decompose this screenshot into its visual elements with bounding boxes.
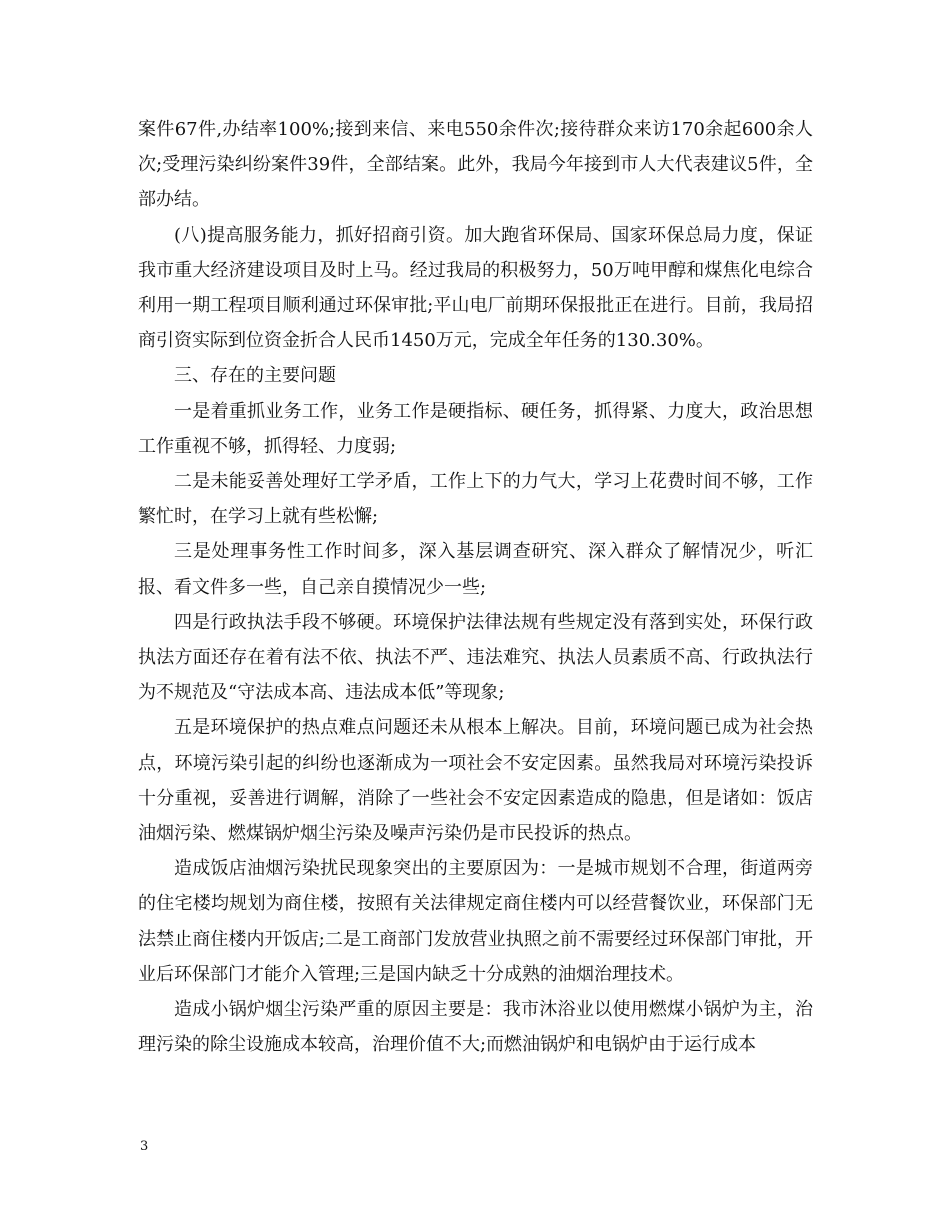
section-heading-main-problems: 三、存在的主要问题 [174,365,336,387]
paragraph-problem-three: 三是处理事务性工作时间多，深入基层调查研究、深入群众了解情况少，听汇报、看文件多一些，自己亲自摸情况少一些; [138,541,813,598]
paragraph-restaurant-smoke-causes: 造成饭店油烟污染扰民现象突出的主要原因为：一是城市规划不合理，街道两旁的住宅楼均规划为商住楼，按照有关法律规定商住楼内可以经营餐饮业，环保部门无法禁止商住楼内开饭店;二是工商部门发放营业执照之前不需要经过环保部门审批，开业后环保部门才能介入管理;三是国内缺乏十分成熟的油烟治理技术。 [138,858,813,985]
paragraph-problem-four: 四是行政执法手段不够硬。环境保护法律法规有些规定没有落到实处，环保行政执法方面还存在着有法不依、执法不严、违法难究、执法人员素质不高、行政执法行为不规范及“守法成本高、违法成本低”等现象; [138,611,813,704]
paragraph-continuation: 案件67件,办结率100%;接到来信、来电550余件次;接待群众来访170余起600余人次;受理污染纠纷案件39件，全部结案。此外，我局今年接到市人大代表建议5件，全部办结。 [138,119,813,211]
paragraph-problem-two: 二是未能妥善处理好工学矛盾，工作上下的力气大，学习上花费时间不够，工作繁忙时，在学习上就有些松懈; [138,471,813,528]
paragraph-section-eight: (八)提高服务能力，抓好招商引资。加大跑省环保局、国家环保总局力度，保证我市重大经济建设项目及时上马。经过我局的积极努力，50万吨甲醇和煤焦化电综合利用一期工程项目顺利通过环保审批;平山电厂前期环保报批正在进行。目前，我局招商引资实际到位资金折合人民币1450万元，完成全年任务的130.30%。 [138,224,813,352]
body-text [138,112,813,1062]
paragraph-problem-five: 五是环境保护的热点难点问题还未从根本上解决。目前，环境问题已成为社会热点，环境污染引起的纠纷也逐渐成为一项社会不安定因素。虽然我局对环境污染投诉十分重视，妥善进行调解，消除了一些社会不安定因素造成的隐患，但是诸如：饭店油烟污染、燃煤锅炉烟尘污染及噪声污染仍是市民投诉的热点。 [138,717,813,845]
page-number: 3 [140,1139,149,1154]
paragraph-problem-one: 一是着重抓业务工作，业务工作是硬指标、硬任务，抓得紧、力度大，政治思想工作重视不够，抓得轻、力度弱; [138,400,813,457]
paragraph-boiler-smoke-causes: 造成小锅炉烟尘污染严重的原因主要是：我市沐浴业以使用燃煤小锅炉为主，治理污染的除尘设施成本较高，治理价值不大;而燃油锅炉和电锅炉由于运行成本 [138,999,813,1056]
